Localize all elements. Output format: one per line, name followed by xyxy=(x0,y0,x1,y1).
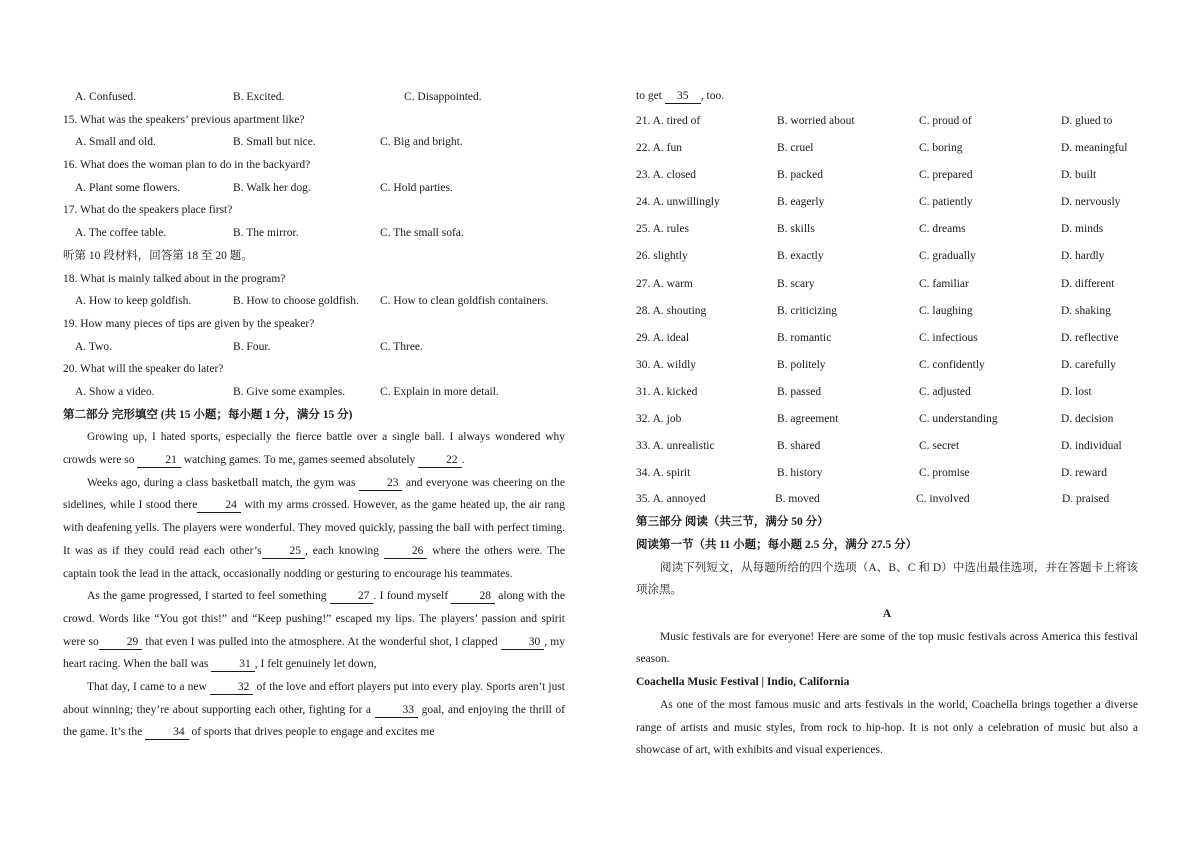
choice-29-a: 29. A. ideal xyxy=(636,331,690,344)
choice-25-a: 25. A. rules xyxy=(636,223,690,236)
q15-stem: 15. What was the speakers’ previous apartment like? xyxy=(63,113,305,126)
q18-stem: 18. What is mainly talked about in the program? xyxy=(63,272,286,285)
blank-30: 30 xyxy=(501,635,545,650)
text-run: along with the crowd. Words like “You got this!” and “Keep pushing!” escaped my lips. The players’ passion and spirit were so xyxy=(63,590,565,648)
q17-stem: 17. What do the speakers place first? xyxy=(63,204,233,217)
part2-heading: 第二部分 完形填空 (共 15 小题；每小题 1 分，满分 15 分) xyxy=(63,408,353,421)
choice-row-30 xyxy=(636,352,1138,379)
text-run: . xyxy=(461,454,465,467)
choice-30-c: C. confidently xyxy=(919,358,985,371)
choice-row-27 xyxy=(636,271,1138,298)
text-run: and everyone was cheering on the sidelines, while I stood there xyxy=(63,476,565,512)
text-run: with my arms crossed. However, as the game heated up, the air rang with deafening yells. The players were wonderful. They moved quickly, passing the ball with perfect timing. It was as if they could read each other’s xyxy=(63,499,566,557)
choice-21-b: B. worried about xyxy=(777,115,855,127)
q14-options xyxy=(63,86,565,109)
choice-21-c: C. proud of xyxy=(919,115,972,127)
choice-row-21 xyxy=(636,108,1138,135)
choice-22-d: D. meaningful xyxy=(1061,142,1128,155)
festival-description: As one of the most famous music and arts festivals in the world, Coachella brings together a diverse range of artists and music styles, from rock to hip-hop. It is not only a celebration of music but also a showcase of art, with exhibits and visual experiences. xyxy=(636,698,1138,757)
passage-label: A xyxy=(882,608,892,621)
choice-31-a: 31. A. kicked xyxy=(636,385,698,398)
q19-option-c: C. Three. xyxy=(380,340,423,353)
section-10-note: 听第 10 段材料，回答第 18 至 20 题。 xyxy=(63,249,253,262)
q16-option-c: C. Hold parties. xyxy=(380,181,453,194)
q16-options xyxy=(63,177,565,200)
q16-option-a: A. Plant some flowers. xyxy=(75,181,181,194)
part3-heading: 第三部分 阅读（共三节，满分 50 分） xyxy=(636,516,829,529)
text-run: of the love and effort players put into every play. Sports aren’t just about winning; they’re about supporting each other, fighting for a xyxy=(63,681,565,716)
choice-35-b: B. moved xyxy=(775,493,820,506)
choice-34-d: D. reward xyxy=(1061,467,1107,480)
q20-stem: 20. What will the speaker do later? xyxy=(63,363,224,376)
choice-28-c: C. laughing xyxy=(919,304,973,317)
q15-options xyxy=(63,131,565,154)
choice-27-c: C. familiar xyxy=(919,277,969,290)
choice-25-c: C. dreams xyxy=(919,223,966,236)
q14-option-b: B. Excited. xyxy=(233,91,285,103)
choice-28-b: B. criticizing xyxy=(777,304,838,317)
choice-row-24 xyxy=(636,189,1138,216)
choice-30-b: B. politely xyxy=(777,358,826,371)
q20-option-c: C. Explain in more detail. xyxy=(380,385,499,398)
choice-34-c: C. promise xyxy=(919,467,970,480)
text-run: to get xyxy=(636,90,665,102)
blank-21: 21 xyxy=(137,453,181,468)
choice-32-a: 32. A. job xyxy=(636,413,682,426)
text-run: Weeks ago, during a class basketball match, the gym was xyxy=(87,476,359,489)
q18-option-a: A. How to keep goldfish. xyxy=(75,295,192,308)
q14-option-a: A. Confused. xyxy=(75,91,137,103)
choice-31-c: C. adjusted xyxy=(919,385,971,398)
q18-option-c: C. How to clean goldfish containers. xyxy=(380,295,549,308)
choices-table xyxy=(636,108,1138,511)
choice-row-26 xyxy=(636,243,1138,270)
choice-27-a: 27. A. warm xyxy=(636,277,693,290)
choice-29-c: C. infectious xyxy=(919,331,978,344)
choice-26-c: C. gradually xyxy=(919,250,976,263)
q15-option-b: B. Small but nice. xyxy=(233,136,316,149)
blank-34: 34 xyxy=(145,725,189,740)
choice-23-b: B. packed xyxy=(777,169,823,182)
choice-27-b: B. scary xyxy=(777,277,815,290)
choice-row-32 xyxy=(636,406,1138,433)
choice-row-35 xyxy=(636,487,1138,511)
q19-options xyxy=(63,336,565,359)
blank-27: 27 xyxy=(330,589,374,604)
choice-24-b: B. eagerly xyxy=(777,196,825,209)
festival-title: Coachella Music Festival | Indio, California xyxy=(636,676,850,689)
blank-22: 22 xyxy=(418,453,462,468)
choice-23-a: 23. A. closed xyxy=(636,169,697,182)
text-run: of sports that drives people to engage and excites me xyxy=(188,726,435,739)
choice-33-c: C. secret xyxy=(919,440,960,453)
choice-33-b: B. shared xyxy=(777,440,821,453)
blank-23: 23 xyxy=(359,476,403,491)
q18-options xyxy=(63,290,565,313)
choice-28-d: D. shaking xyxy=(1061,304,1111,317)
choice-29-d: D. reflective xyxy=(1061,331,1119,344)
blank-32: 32 xyxy=(210,680,254,695)
choice-21-d: D. glued to xyxy=(1061,115,1113,127)
text-run: , each knowing xyxy=(305,544,384,557)
right-column xyxy=(636,86,1138,762)
choice-30-a: 30. A. wildly xyxy=(636,358,697,371)
q15-option-a: A. Small and old. xyxy=(75,136,156,149)
blank-28: 28 xyxy=(451,589,495,604)
choice-row-22 xyxy=(636,135,1138,162)
text-run: watching games. To me, games seemed absolutely xyxy=(180,454,419,467)
choice-33-d: D. individual xyxy=(1061,440,1122,453)
blank-24: 24 xyxy=(197,498,241,513)
choice-35-d: D. praised xyxy=(1062,493,1110,506)
choice-25-b: B. skills xyxy=(777,223,815,236)
q15-option-c: C. Big and bright. xyxy=(380,136,463,149)
q17-option-b: B. The mirror. xyxy=(233,227,299,240)
choice-row-25 xyxy=(636,216,1138,243)
q20-option-b: B. Give some examples. xyxy=(233,385,346,398)
q17-option-a: A. The coffee table. xyxy=(75,227,167,240)
q14-option-c: C. Disappointed. xyxy=(404,91,482,103)
blank-25: 25 xyxy=(262,544,306,559)
choice-33-a: 33. A. unrealistic xyxy=(636,440,715,453)
blank-33: 33 xyxy=(375,703,419,718)
choice-26-a: 26. slightly xyxy=(636,250,688,263)
cloze-paragraph-3 xyxy=(63,585,565,676)
choice-26-b: B. exactly xyxy=(777,250,824,263)
choice-22-b: B. cruel xyxy=(777,142,814,155)
choice-22-a: 22. A. fun xyxy=(636,142,682,155)
q19-option-b: B. Four. xyxy=(233,340,271,353)
text-run: that even I was pulled into the atmosphere. At the wonderful shot, I clapped xyxy=(142,635,501,648)
choice-25-d: D. minds xyxy=(1061,223,1104,236)
cloze-paragraph-2 xyxy=(63,472,565,586)
q19-stem: 19. How many pieces of tips are given by the speaker? xyxy=(63,317,315,330)
choice-21-a: 21. A. tired of xyxy=(636,115,701,127)
festival-intro: Music festivals are for everyone! Here are some of the top music festivals across America this festival season. xyxy=(636,630,1138,666)
blank-31: 31 xyxy=(211,657,255,672)
choice-31-b: B. passed xyxy=(777,385,822,398)
q16-option-b: B. Walk her dog. xyxy=(233,181,311,194)
choice-32-b: B. agreement xyxy=(777,413,839,426)
q19-option-a: A. Two. xyxy=(75,340,112,353)
text-run: , too. xyxy=(700,90,725,102)
q17-option-c: C. The small sofa. xyxy=(380,227,464,240)
choice-29-b: B. romantic xyxy=(777,331,832,344)
choice-24-a: 24. A. unwillingly xyxy=(636,196,720,209)
choice-34-b: B. history xyxy=(777,467,823,480)
text-run: goal, and enjoying the thrill of the game. It’s the xyxy=(63,703,566,739)
q18-option-b: B. How to choose goldfish. xyxy=(233,295,359,308)
left-column xyxy=(63,86,565,744)
choice-row-28 xyxy=(636,298,1138,325)
choice-32-d: D. decision xyxy=(1061,413,1114,426)
choice-28-a: 28. A. shouting xyxy=(636,304,707,317)
q17-options xyxy=(63,222,565,245)
choice-27-d: D. different xyxy=(1061,277,1115,290)
text-run: That day, I came to a new xyxy=(87,681,210,694)
cloze-paragraph-4 xyxy=(63,676,565,744)
choice-22-c: C. boring xyxy=(919,142,963,155)
choice-30-d: D. carefully xyxy=(1061,358,1116,371)
choice-26-d: D. hardly xyxy=(1061,250,1105,263)
choice-row-33 xyxy=(636,433,1138,460)
blank-29: 29 xyxy=(99,635,143,650)
blank-35: 35 xyxy=(665,89,701,104)
choice-row-29 xyxy=(636,325,1138,352)
choice-35-a: 35. A. annoyed xyxy=(636,493,706,506)
choice-32-c: C. understanding xyxy=(919,413,998,426)
choice-35-c: C. involved xyxy=(916,493,970,506)
choice-row-31 xyxy=(636,379,1138,406)
choice-row-23 xyxy=(636,162,1138,189)
text-run: Growing up, I hated sports, especially the fierce battle over a single ball. I always wondered why crowds were so xyxy=(63,431,565,467)
section1-heading: 阅读第一节（共 11 小题；每小题 2.5 分，满分 27.5 分） xyxy=(636,539,918,551)
q20-options xyxy=(63,381,565,404)
choice-23-c: C. prepared xyxy=(919,169,973,182)
passage-continuation xyxy=(636,86,1138,108)
cloze-paragraph-1 xyxy=(63,426,565,471)
text-run: where the others were. The captain took the lead in the attack, occasionally nodding or gesturing to encourage his teammates. xyxy=(63,544,565,580)
q16-stem: 16. What does the woman plan to do in the backyard? xyxy=(63,159,311,172)
reading-instructions: 阅读下列短文，从每题所给的四个选项（A、B、C 和 D）中选出最佳选项，并在答题卡上将该项涂黑。 xyxy=(636,561,1138,597)
text-run: , my heart racing. When the ball was xyxy=(63,635,565,671)
choice-34-a: 34. A. spirit xyxy=(636,467,691,480)
text-run: . I found myself xyxy=(373,590,452,603)
blank-26: 26 xyxy=(384,544,428,559)
q20-option-a: A. Show a video. xyxy=(75,385,155,398)
choice-31-d: D. lost xyxy=(1061,385,1092,398)
text-run: , I felt genuinely let down, xyxy=(254,658,377,671)
text-run: As the game progressed, I started to feel something xyxy=(87,590,330,603)
choice-row-34 xyxy=(636,460,1138,487)
choice-24-d: D. nervously xyxy=(1061,196,1121,209)
choice-23-d: D. built xyxy=(1061,169,1097,182)
choice-24-c: C. patiently xyxy=(919,196,973,209)
